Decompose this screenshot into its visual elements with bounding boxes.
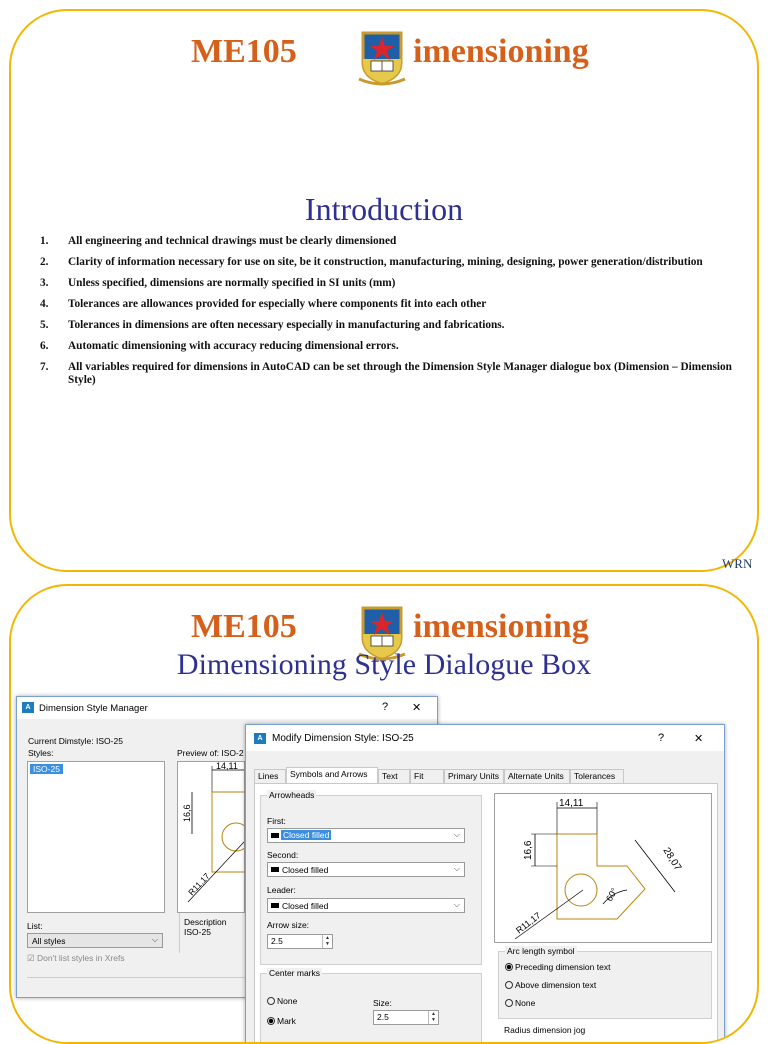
title-word: imensioning (413, 608, 589, 645)
description-value: ISO-25 (184, 927, 211, 937)
course-code: ME105 (191, 608, 297, 645)
chevron-down-icon: ⌵ (151, 935, 158, 944)
list-item: 4. Tolerances are allowances provided for especially where components fit into each other (40, 298, 487, 310)
section-heading: Introduction (304, 191, 464, 227)
tab-fit[interactable]: Fit (410, 769, 444, 783)
list-label: List: (27, 921, 43, 931)
second-arrow-dropdown[interactable]: Closed filled ⌵ (267, 862, 465, 877)
tab-text[interactable]: Text (378, 769, 410, 783)
second-label: Second: (267, 850, 299, 860)
first-label: First: (267, 816, 286, 826)
arrow-icon (271, 903, 279, 908)
dim-label-top: 14,11 (216, 762, 238, 771)
radius-jog-label: Radius dimension jog (504, 1025, 586, 1035)
dialog-title: Modify Dimension Style: ISO-25 (272, 733, 414, 744)
slide-subtitle: Dimensioning Style Dialogue Box (176, 648, 592, 681)
arrow-size-stepper[interactable]: 2.5 ▲ ▼ (267, 934, 333, 949)
dim-label-left: 16,6 (523, 840, 534, 860)
dim-label-right: 28,07 (660, 845, 684, 873)
spin-arrows-icon[interactable]: ▲ ▼ (322, 935, 332, 948)
tab-tolerances[interactable]: Tolerances (570, 769, 624, 783)
help-button[interactable]: ? (658, 732, 665, 744)
tab-lines[interactable]: Lines (254, 769, 286, 783)
list-item: 3. Unless specified, dimensions are normally specified in SI units (mm) (40, 277, 396, 289)
list-item[interactable]: ISO-25 (30, 764, 63, 774)
arc-above-radio[interactable]: Above dimension text (505, 980, 596, 990)
slide-title (11, 29, 757, 89)
modify-dimension-style-dialog (245, 724, 725, 1044)
arc-preceding-radio[interactable]: Preceding dimension text (505, 962, 610, 972)
tab-alternate-units[interactable]: Alternate Units (504, 769, 570, 783)
app-icon: A (254, 733, 266, 744)
arrow-size-label: Arrow size: (267, 920, 310, 930)
arc-none-radio[interactable]: None (505, 998, 535, 1008)
arc-length-symbol-group (498, 946, 712, 1019)
app-icon: A (22, 702, 34, 713)
group-title: Arc length symbol (507, 946, 575, 956)
arrow-icon (271, 833, 279, 838)
preview-drawing (495, 794, 711, 942)
preview-label: Preview of: ISO-2 (177, 748, 244, 758)
center-mark-mark-radio[interactable]: Mark (267, 1016, 296, 1026)
course-code: ME105 (191, 33, 297, 70)
center-mark-none-radio[interactable]: None (267, 996, 297, 1006)
list-item: 2. Clarity of information necessary for use on site, be it construction, manufacturing, mining, designing, power generation/distribution (40, 256, 703, 268)
author-initials: WRN (722, 556, 753, 571)
slide-introduction (9, 9, 759, 572)
center-size-stepper[interactable]: 2.5 ▲ ▼ (373, 1010, 439, 1025)
dim-label-diag: R11,17 (186, 870, 212, 898)
list-item: 5. Tolerances in dimensions are often necessary especially in manufacturing and fabrications. (40, 319, 505, 331)
help-button[interactable]: ? (382, 701, 389, 713)
dialog-title: Dimension Style Manager (39, 703, 148, 714)
slide-dimension-style (9, 584, 759, 1044)
group-title: Arrowheads (269, 790, 315, 800)
styles-label: Styles: (28, 748, 54, 758)
spin-arrows-icon[interactable]: ▲ ▼ (428, 1011, 438, 1024)
list-dropdown[interactable]: All styles ⌵ (27, 933, 163, 948)
preview-pane (494, 793, 712, 943)
center-marks-group (260, 968, 482, 1044)
arrowheads-group (260, 790, 482, 965)
chevron-down-icon: ⌵ (453, 830, 460, 839)
title-word: imensioning (413, 33, 589, 70)
tab-symbols-and-arrows[interactable]: Symbols and Arrows (286, 767, 378, 784)
introduction-list (37, 235, 753, 395)
current-dimstyle: Current Dimstyle: ISO-25 (28, 736, 123, 746)
list-item: 1. All engineering and technical drawings must be clearly dimensioned (40, 235, 397, 247)
xref-checkbox[interactable]: ☑ Don't list styles in Xrefs (27, 953, 125, 963)
dim-label-left: 16,6 (182, 804, 192, 822)
dim-label-angle: 60° (604, 886, 620, 903)
title-bar (246, 725, 724, 751)
leader-label: Leader: (267, 885, 296, 895)
title-bar (17, 697, 437, 719)
list-item: 7. All variables required for dimensions in AutoCAD can be set through the Dimension Style Manager dialogue box (Dimension – Dimension Style) (40, 361, 732, 386)
center-size-label: Size: (373, 998, 392, 1008)
leader-arrow-dropdown[interactable]: Closed filled ⌵ (267, 898, 465, 913)
tab-primary-units[interactable]: Primary Units (444, 769, 504, 783)
first-arrow-dropdown[interactable]: Closed filled ⌵ (267, 828, 465, 843)
close-button[interactable]: ✕ (412, 702, 422, 714)
preview-pane (177, 761, 245, 913)
preview-drawing (178, 762, 244, 912)
dim-label-diag: R11,17 (514, 910, 543, 936)
chevron-down-icon: ⌵ (453, 864, 460, 873)
group-title: Center marks (269, 968, 321, 978)
arrow-icon (271, 867, 279, 872)
close-button[interactable]: ✕ (694, 733, 704, 745)
list-item: 6. Automatic dimensioning with accuracy reducing dimensional errors. (40, 340, 399, 352)
description-label: Description (184, 917, 227, 927)
styles-list[interactable] (27, 761, 165, 913)
chevron-down-icon: ⌵ (453, 900, 460, 909)
university-crest-icon (357, 29, 407, 87)
dim-label-top: 14,11 (559, 798, 584, 809)
